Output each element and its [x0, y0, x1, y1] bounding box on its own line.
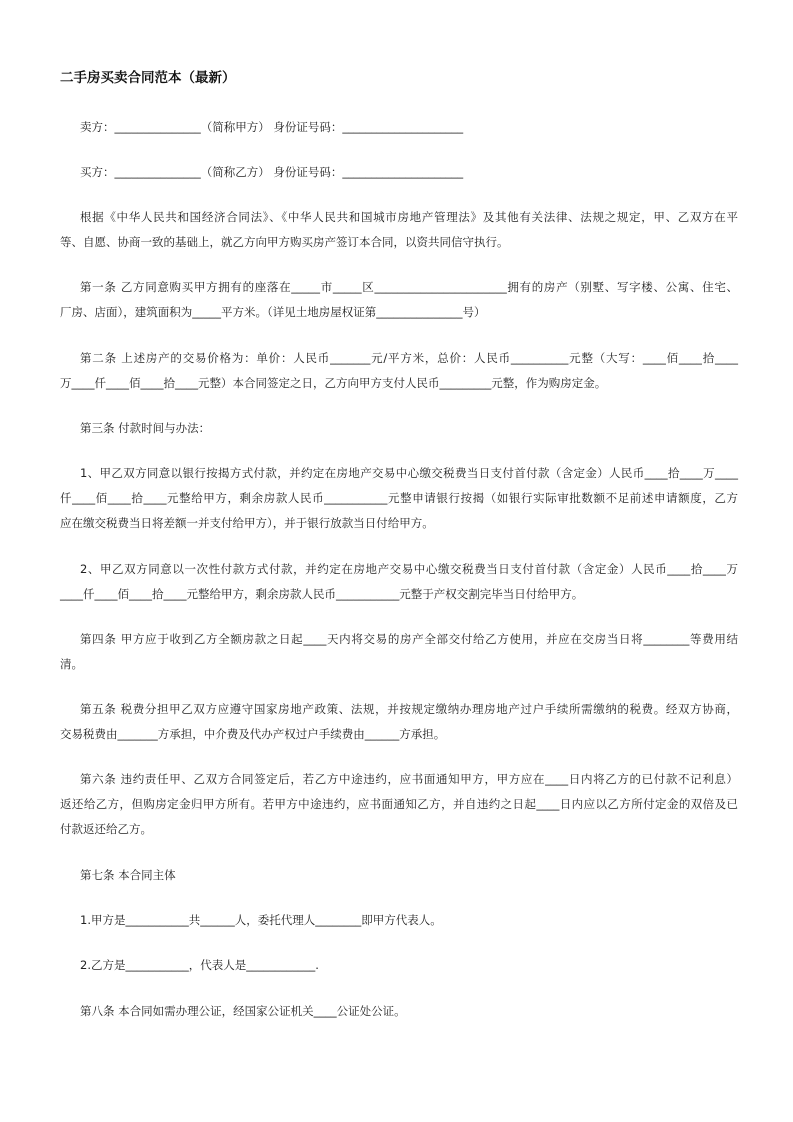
party-b-subject — [60, 953, 738, 978]
text-line: 清。 — [60, 656, 83, 671]
text-line: 万____仟____佰____拾____元整）本合同签定之日，乙方向甲方支付人民币_________元整，作为购房定金。 — [60, 375, 607, 390]
payment-option-2 — [60, 557, 738, 607]
article-1 — [60, 275, 738, 325]
document-body — [60, 66, 738, 1044]
text-line: 等、自愿、协商一致的基础上，就乙方向甲方购买房产签订本合同，以资共同信守执行。 — [60, 235, 509, 250]
text-line: 返还给乙方，但购房定金归甲方所有。若甲方中途违约，应书面通知乙方，并自违约之日起____日内应以乙方所付定金的双倍及已 — [60, 797, 738, 812]
article-2 — [60, 346, 738, 396]
article-8 — [60, 999, 738, 1024]
article-4 — [60, 627, 738, 677]
text-line: 第四条 甲方应于收到乙方全额房款之日起____天内将交易的房产全部交付给乙方使用，并应在交房当日将________等费用结 — [80, 631, 738, 646]
text-line: 仟____佰____拾____元整给甲方，剩余房款人民币___________元整申请银行按揭（如银行实际审批数额不足前述申请额度，乙方 — [60, 491, 738, 506]
text-line: 付款返还给乙方。 — [60, 822, 152, 837]
text-line: 1.甲方是___________共______人，委托代理人________即甲方代表人。 — [80, 913, 442, 928]
article-5 — [60, 697, 738, 747]
text-line: 第一条 乙方同意购买甲方拥有的座落在_____市_____区_______________________拥有的房产（别墅、写字楼、公寓、住宅、 — [80, 280, 738, 295]
text-line: 买方：_______________（简称乙方） 身份证号码：_____________________ — [80, 164, 464, 179]
text-line: 第七条 本合同主体 — [80, 867, 176, 882]
text-line: 厂房、店面），建筑面积为_____平方米。（详见土地房屋权证第_______________号） — [60, 305, 486, 320]
text-line: ____仟____佰____拾____元整给甲方，剩余房款人民币___________元整于产权交割完毕当日付给甲方。 — [60, 586, 584, 601]
article-3 — [60, 416, 738, 441]
payment-option-1 — [60, 461, 738, 536]
article-6 — [60, 767, 738, 842]
text-line: 第二条 上述房产的交易价格为：单价：人民币_______元/平方米，总价：人民币__________元整（大写：____佰____拾____ — [80, 350, 738, 365]
buyer-info — [60, 160, 738, 185]
article-7 — [60, 863, 738, 888]
text-line: 第六条 违约责任甲、乙双方合同签定后，若乙方中途违约，应书面通知甲方，甲方应在____日内将乙方的已付款不记利息） — [80, 772, 738, 787]
preamble-paragraph — [60, 205, 738, 255]
text-line: 第三条 付款时间与办法： — [80, 420, 211, 435]
text-line: 1、甲乙双方同意以银行按揭方式付款，并约定在房地产交易中心缴交税费当日支付首付款（含定金）人民币____拾____万____ — [80, 466, 738, 481]
party-a-subject — [60, 908, 738, 933]
seller-info — [60, 115, 738, 140]
text-line: 根据《中华人民共和国经济合同法》、《中华人民共和国城市房地产管理法》及其他有关法律、法规之规定，甲、乙双方在平 — [80, 210, 738, 225]
text-line: 2.乙方是___________，代表人是____________. — [80, 958, 319, 973]
text-line: 应在缴交税费当日将差额一并支付给甲方），并于银行放款当日付给甲方。 — [60, 516, 434, 531]
text-line: 第五条 税费分担甲乙双方应遵守国家房地产政策、法规，并按规定缴纳办理房地产过户手续所需缴纳的税费。经双方协商， — [80, 702, 738, 717]
text-line: 第八条 本合同如需办理公证，经国家公证机关____公证处公证。 — [80, 1003, 406, 1018]
text-line: 交易税费由_______方承担，中介费及代办产权过户手续费由______方承担。 — [60, 727, 446, 742]
text-line: 2、甲乙双方同意以一次性付款方式付款，并约定在房地产交易中心缴交税费当日支付首付款（含定金）人民币____拾____万 — [80, 561, 738, 576]
text-line: 卖方：_______________（简称甲方） 身份证号码：_____________________ — [80, 119, 464, 134]
document-title: 二手房买卖合同范本（最新） — [60, 69, 236, 86]
